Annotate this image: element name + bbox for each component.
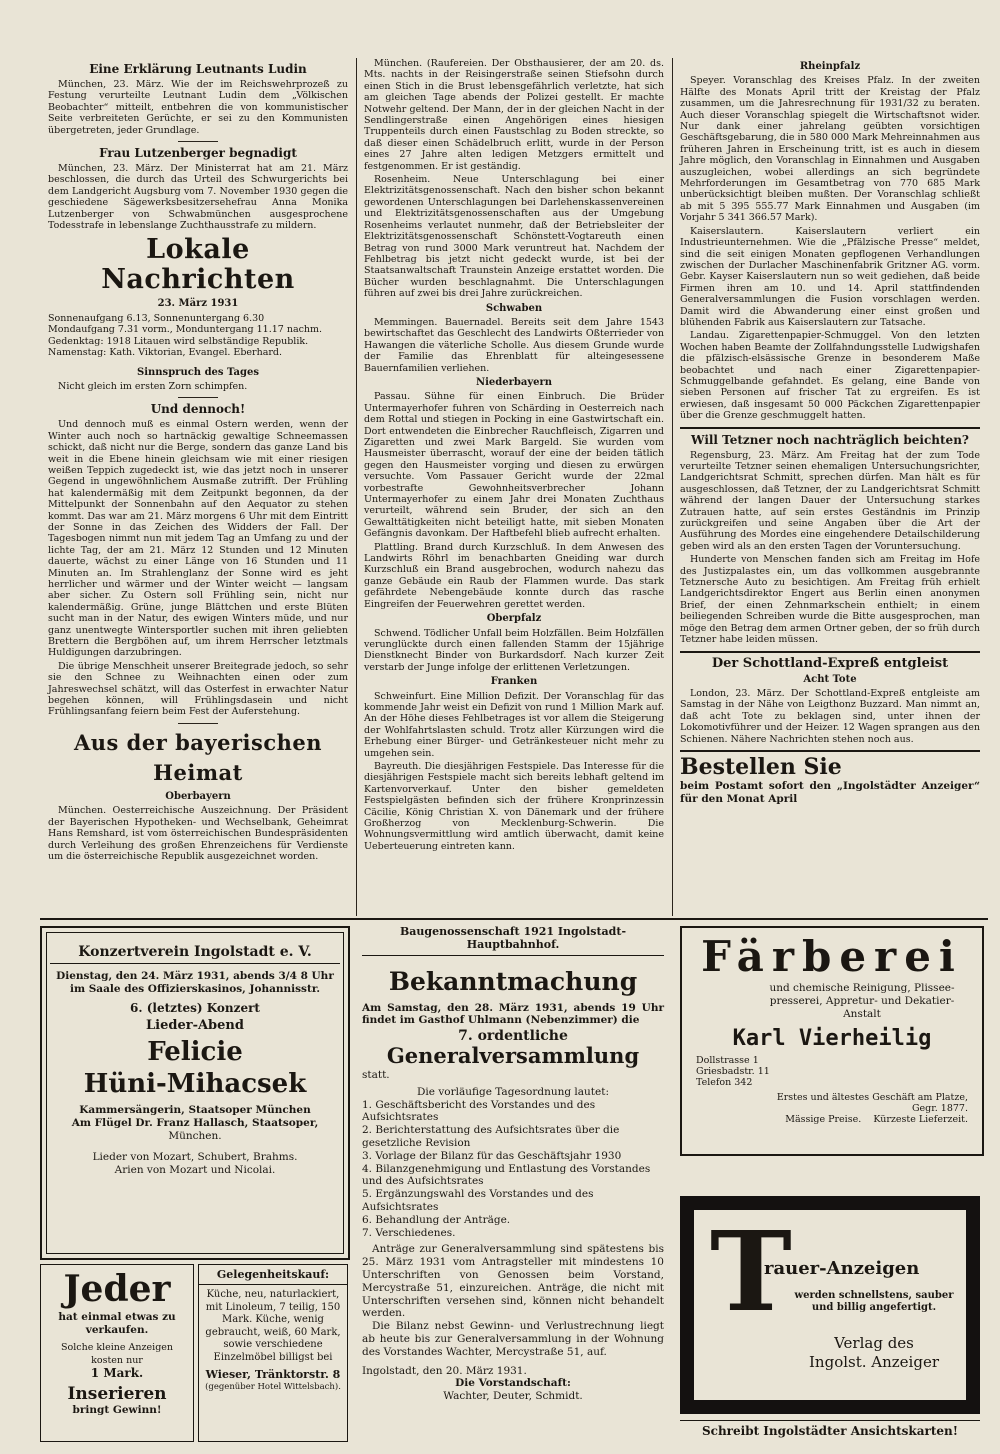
ad-line: verkaufen. — [85, 1324, 149, 1336]
article-title: Eine Erklärung Leutnants Ludin — [89, 62, 307, 76]
agenda-item: 2. Berichterstattung des Aufsichtsrates über die gesetzliche Revision — [362, 1124, 620, 1149]
divider — [178, 397, 218, 398]
article-text: Schweinfurt. Eine Million Defizit. Der Voranschlag für das kommende Jahr weist ein Defizit von rund 1 Million Mark auf. An der Höhe dieses Fehlbetrages ist vor allem die Steigerung der Wohlfahrtslasten schuld. Trotz aller Kürzungen wird die Erhebung einer Bürger- und Getränkesteuer nicht mehr zu umgehen sein. — [364, 690, 664, 759]
article-text: Landau. Zigarettenpapier-Schmuggel. Von den letzten Wochen haben Beamte der Zollfahndungsstelle Ludwigshafen die pfälzisch-elsässische Grenze in besonderem Maße beobachtet und nach einer Zigarettenpapier-Schmuggelbande gefahndet. Es gelang, eine Bande von sieben Personen auf frischer Tat zu ergreifen. Es ist erwiesen, daß insgesamt 50 000 Päckchen Zigarettenpapier über die Grenze geschmuggelt hatten. — [680, 330, 980, 422]
ad-piano: Am Flügel Dr. Franz Hallasch, Staatsoper, — [71, 1117, 319, 1129]
ad-title: Konzertverein Ingolstadt e. V. — [50, 946, 340, 964]
sinnspruch-title: Sinnspruch des Tages — [137, 366, 259, 378]
article-text: Rosenheim. Neue Unterschlagung bei einer Elektrizitätsgenossenschaft. Nach den bisher schon bekannt gewordenen Unterschlagungen bei Darlehenskassenvereinen und Elektrizitätsgenossenschaften aus der Umgebung Rosenheims verlautet nunmehr, daß der Betriebsleiter der Elektrizitätsgenossenschaft Schönstett-Vogtareuth einen Betrag von rund 3000 Mark veruntreut hat. Nachdem der Fehlbetrag bis jetzt nicht gedeckt wurde, ist bei der Staatsanwaltschaft Traunstein Anzeige erstattet worden. Die Bücher wurden beschlagnahmt. Die Unterschlagungen führen auf zwei bis drei Jahre zurückreichen. — [364, 174, 664, 300]
article-text: Die übrige Menschheit unserer Breitegrade jedoch, so sehr sie den Schnee zu Weihnachten einen oder zum Jahreswechsel schätzt, will das Osterfest in erwachter Natur begehen können, will Frühlingsdasein und nicht Frühlingsanfang feiern beim Fest der Auferstehung. — [48, 660, 348, 718]
article-title: Und dennoch! — [150, 402, 246, 417]
ad-program: Lieder von Mozart, Schubert, Brahms. — [92, 1151, 298, 1163]
article-title: Will Tetzner noch nachträglich beichten? — [691, 432, 969, 447]
ad-initial: T — [710, 1207, 792, 1336]
ad-liederabend: Lieder-Abend — [146, 1018, 244, 1033]
ad-title: Färberei — [701, 932, 963, 981]
divider — [680, 651, 980, 653]
section-title: Aus der bayerischen Heimat — [73, 729, 323, 785]
region-heading: Oberbayern — [165, 790, 231, 802]
ad-line: Solche kleine Anzeigen — [60, 1342, 174, 1353]
article-text: Kaiserslautern. Kaiserslautern verliert ein Industrieunternehmen. Wie die „Pfälzische Presse“ meldet, sind die seit einigen Monaten gepflogenen Verhandlungen zwischen der Durlacher Maschinenfabrik Gritzner AG. vorm. Gebr. Kayser Kaiserslautern nun so weit gediehen, daß beide Firmen ihren am 10. und 14. April stattfindenden Generalversammlungen die Fusion vorschlagen werden. Damit wird die Abwanderung einer einst großen und blühenden Fabrik aus Kaiserslautern zur Tatsache. — [680, 225, 980, 328]
article-text: München, 23. März. Der Ministerrat hat am 21. März beschlossen, die durch das Urteil des Schwurgerichts bei dem Landgericht Augsburg vom 7. November 1930 gegen die geschiedene Sägewerksbesitzersehefrau Anna Monika Lutzenberger von Schwabmünchen ausgesprochene Todesstrafe in lebenslange Zuchthausstrafe zu mildern. — [48, 163, 348, 232]
ad-title: Jeder — [63, 1268, 171, 1310]
column-left — [48, 58, 348, 864]
bestellen-text: beim Postamt sofort den „Ingolstädter Anzeiger“ für den Monat April — [680, 779, 980, 805]
agenda-list — [362, 1099, 664, 1240]
ad-konzertverein — [40, 926, 350, 1260]
ad-text: Anträge zur Generalversammlung sind spätestens bis 25. März 1931 vom Antragsteller mit mindestens 10 Unterschriften von Genossen beim Vorstand, Mercystraße 51, einzureichen. Anträge, die nicht mit Unterschriften versehen sind, können nicht behandelt werden. — [362, 1243, 664, 1320]
ad-line: werden schnellstens, sauber — [794, 1290, 954, 1301]
ad-line: und billig angefertigt. — [811, 1302, 937, 1313]
ad-line: Inserieren — [67, 1384, 167, 1404]
ad-header: Baugenossenschaft 1921 Ingolstadt-Hauptbahnhof. — [362, 926, 664, 956]
ad-title: Gelegenheitskauf: — [199, 1265, 347, 1285]
article-text: Und dennoch muß es einmal Ostern werden, wenn der Winter auch noch so hartnäckig gewaltige Schneemassen schickt, daß nicht nur die Berge, sondern das ganze Land bis weit in die Ebene hinein gleichsam wie mit einer riesigen weißen Teppich zugedeckt ist, wie das jetzt noch in unserer Gegend in ungewöhnlichem Ausmaße zutrifft. Der Frühling hat kalendermäßig mit dem Zeitpunkt begonnen, da der Mittelpunkt der Sonnenbahn auf den Aequator zu stehen kommt. Das war am 21. März morgens 6 Uhr mit dem Eintritt der Sonne in das Zeichen des Widders der Fall. Der Tagesbogen nimmt nun mit jedem Tag an Umfang zu und der lichte Tag, der am 21. März 12 Stunden und 12 Minuten dauerte, wächst zu einer Länge von 16 Stunden und 11 Minuten an. Im Strahlenglanz der Sonne wird es jeht herrlicher und wärmer und der Winter weicht — langsam aber sicher. Zu Ostern soll Frühling sein, nicht nur kalendermäßig. Grüne, junge Blättchen und erste Blüten sucht man in der Natur, des ewigen Winters müde, und nur ganz unentwegte Wintersportler suchen mit ihren geliebten Brettern die Bergböhen auf, um ihrem Herrscher letztmals Huldigungen darzubringen. — [48, 419, 348, 659]
almanac-line: Namenstag: Kath. Viktorian, Evangel. Eberhard. — [48, 347, 283, 359]
ad-generalversammlung: Generalversammlung — [386, 1042, 640, 1068]
ad-slogan-line: Erstes und ältestes Geschäft am Platze, — [776, 1092, 968, 1103]
article-text: München. (Raufereien. Der Obsthausierer, der am 20. ds. Mts. nachts in der Reisingerstraße seinen Stiefsohn durch einen Stich in die Brust lebensgefährlich verletzte, hat sich am gleichen Tage abends der Polizei gestellt. Er machte Notwehr geltend. Der Mann, der in der gleichen Nacht in der Sendlingerstraße einen Angehörigen eines hiesigen Truppenteils durch einen Faustschlag zu Boden streckte, so daß dieser einen Schädelbruch erlitt, wurde in der Person eines 27 Jahre alten ledigen Metzgers ermittelt und festgenommen. Er ist geständig. — [364, 58, 664, 172]
article-text: München, 23. März. Wie der im Reichswehrprozeß zu Festung verurteilte Leutnant Ludin dem „Völkischen Beobachter“ mitteilt, entbehren die von kommunistischer Seite verbreiteten Gerüchte, er sei zu den Kommunisten übergetreten, jeder Grundlage. — [48, 79, 348, 136]
ad-statt: statt. — [362, 1068, 390, 1081]
ad-slogan-line: Gegr. 1877. — [911, 1103, 968, 1114]
sinnspruch-text: Nicht gleich im ersten Zorn schimpfen. — [58, 380, 248, 392]
agenda-item: 3. Vorlage der Bilanz für das Geschäftsjahr 1930 — [362, 1149, 622, 1162]
ad-gelegenheitskauf — [198, 1264, 348, 1442]
almanac-line: Gedenktag: 1918 Litauen wird selbständige Republik. — [48, 335, 309, 347]
column-rule — [356, 58, 357, 916]
ad-line: Verlag des — [834, 1334, 914, 1352]
article-text: London, 23. März. Der Schottland-Expreß entgleiste am Samstag in der Nähe von Leigthonz Buzzard. Man nimmt an, daß acht Tote zu beklagen sind, unter ihnen der Lokomotivführer und der Heizer. 12 Wagen sprangen aus den Schienen. Nähere Nachrichten stehen noch aus. — [680, 687, 980, 745]
ad-line: kosten nur — [91, 1355, 143, 1366]
ad-bekanntmachung — [362, 926, 664, 1440]
article-text: München. Oesterreichische Auszeichnung. Der Präsident der Bayerischen Hypotheken- und Wechselbank, Geheimrat Hans Remshard, ist vom österreichischen Bundespräsidenten durch Verleihung des großen Ehrenzeichens für Verdienste um die österreichische Republik ausgezeichnet worden. — [48, 805, 348, 862]
agenda-item: 4. Bilanzgenehmigung und Entlastung des Vorstandes und des Aufsichtsrates — [362, 1162, 651, 1188]
article-text: Passau. Sühne für einen Einbruch. Die Brüder Untermayerhofer fuhren von Schärding in Oesterreich nach dem Rottal und stiegen in Pocking in eine Gastwirtschaft ein. Dort entwendeten die Einbrecher Rauchfleisch, Zigarren und Zigaretten und zwei Mark Bargeld. Sie wurden vom Hausmeister überrascht, worauf der eine der beiden tätlich gegen den Hausmeister vorging und diesen zu erwürgen versuchte. Vom Passauer Gericht wurde der 22mal vorbestrafte Gewohnheitsverbrecher Johann Untermayerhofer zu einem Jahr drei Monaten Zuchthaus verurteilt, während sein Bruder, der sich an den Gewalttätigkeiten nicht beteiligt hatte, mit sieben Monaten Gefängnis davonkam. Der Haftbefehl blieb aufrecht erhalten. — [364, 391, 664, 540]
divider — [680, 427, 980, 429]
bestellen-title: Bestellen Sie — [680, 753, 842, 780]
ad-slogan-line: Mässige Preise. — [785, 1114, 862, 1125]
column-right — [680, 58, 980, 806]
ad-line: bringt Gewinn! — [72, 1404, 162, 1416]
column-middle — [364, 58, 664, 854]
article-text: Regensburg, 23. März. Am Freitag hat der zum Tode verurteilte Tetzner seinen ehemaligen Untersuchungsrichter, Landgerichtsrat Schmitt, sprechen dürfen. Man hält es für ausgeschlossen, daß Tetzner, der zu Landgerichtsrat Schmitt während der langen Dauer der Untersuchung starkes Zutrauen hatte, auf sein erstes Geständnis im Prinzip zurückgreifen und seine Angaben über die Art der Ausführung des Mordes eine eingehendere Detailschilderung geben wird als an den ersten Tagen der Voruntersuchung. — [680, 449, 980, 552]
article-text: Memmingen. Bauernadel. Bereits seit dem Jahre 1543 bewirtschaftet das Geschlecht des Landwirts Oßterrieder von Hawangen die väterliche Scholle. Aus diesem Grunde wurde der Familie das Ehrenblatt für alteingesessene Bauernfamilien verliehen. — [364, 316, 664, 374]
ad-description: und chemische Reinigung, Plissee-presserei, Appretur- und Dekatier-Anstalt — [769, 982, 955, 1020]
region-heading: Schwaben — [485, 302, 543, 314]
agenda-item: 7. Verschiedenes. — [362, 1226, 456, 1239]
agenda-item: 5. Ergänzungswahl des Vorstandes und des Aufsichtsrates — [362, 1188, 594, 1213]
ad-signature-title: Die Vorstandschaft: — [455, 1377, 571, 1390]
column-rule — [672, 58, 673, 916]
ad-title: Bekanntmachung — [388, 966, 638, 996]
ad-address: (gegenüber Hotel Wittelsbach). — [205, 1382, 341, 1392]
article-text: Hunderte von Menschen fanden sich am Freitag im Hofe des Justizpalastes ein, um das vollkommen ausgebrannte Tetznersche Auto zu besichtigen. Am Freitag früh erhielt Landgerichtsdirektor Engert aus Berlin einen anonymen Brief, der einen Zehnmarkschein enthielt; in einem beiliegenden Schreiben wurde die Bitte ausgesprochen, man möge den Betrag dem armen Ortner geben, der so früh durch Tetzner habe leiden müssen. — [680, 554, 980, 646]
section-date: 23. März 1931 — [157, 298, 239, 310]
agenda-item: 6. Behandlung der Anträge. — [362, 1213, 511, 1226]
article-text: Plattling. Brand durch Kurzschluß. In dem Anwesen des Landwirts Röhrl im benachbarten Gneiding war durch Kurzschluß ein Brand ausgebrochen, wodurch nahezu das ganze Gebäude ein Raub der Flammen wurde. Das stark gefährdete Nebengebäude konnte durch das rasche Eingreifen der Feuerwehren gerettet werden. — [364, 541, 664, 610]
region-heading: Niederbayern — [475, 376, 553, 388]
article-title: Frau Lutzenberger begnadigt — [99, 146, 297, 161]
ad-text: Die Bilanz nebst Gewinn- und Verlustrechnung liegt ab heute bis zur Generalversammlung in der Wohnung des Vorstandes Wachter, Mercystraße 51, auf. — [362, 1320, 664, 1358]
article-text: Bayreuth. Die diesjährigen Festspiele. Das Interesse für die diesjährigen Festspiele macht sich bereits lebhaft geltend im Kartenvorverkauf. Unter den bisher gemeldeten Festspielgästen befinden sich der frühere Kronprinzessin Cäcilie, König Christian X. von Dänemark und der frühere Großherzog von Mecklenburg-Schwerin. Die Wohnungsvermittlung wird amtlich überwacht, damit keine Ueberteuerung eintreten kann. — [364, 760, 664, 852]
ad-text — [784, 1290, 964, 1314]
ad-name: Wieser, Tränktorstr. 8 — [205, 1368, 341, 1381]
ad-role: Kammersängerin, Staatsoper München — [79, 1104, 311, 1116]
ad-company-name: Karl Vierheilig — [732, 1026, 932, 1051]
ad-where: im Saale des Offizierskasinos, Johannisstr. — [69, 983, 321, 995]
ad-address — [682, 1055, 982, 1088]
ad-jeder — [40, 1264, 194, 1442]
agenda-item: 1. Geschäftsbericht des Vorstandes und des Aufsichtsrates — [362, 1098, 596, 1124]
section-rule — [40, 918, 988, 920]
divider — [680, 750, 980, 752]
almanac-line: Mondaufgang 7.31 vorm., Monduntergang 11.17 nachm. — [48, 324, 323, 336]
ad-address-line: Dollstrasse 1 — [696, 1055, 759, 1066]
article-title: Der Schottland-Expreß entgleist — [711, 655, 949, 671]
ad-address-line: Griesbadstr. 11 — [696, 1066, 770, 1077]
ad-trauer — [680, 1196, 980, 1414]
ad-publisher — [784, 1334, 964, 1372]
ad-ordinal: 7. ordentliche — [458, 1028, 568, 1045]
divider — [178, 723, 218, 724]
region-heading: Oberpfalz — [486, 613, 542, 625]
ad-program: Arien von Mozart und Nicolai. — [114, 1164, 276, 1176]
region-heading: Franken — [490, 676, 538, 688]
ad-address-line: Telefon 342 — [696, 1077, 753, 1088]
ad-artist-first: Felicie — [147, 1037, 243, 1067]
ad-text: Küche, neu, naturlackiert, mit Linoleum, 7 teilig, 150 Mark. Küche, wenig gebraucht, weiß, 60 Mark, sowie verschiedene Einzelmöbel billigst bei — [205, 1289, 341, 1363]
ad-signature-names: Wachter, Deuter, Schmidt. — [443, 1390, 583, 1403]
ad-date: Ingolstadt, den 20. März 1931. — [362, 1364, 527, 1377]
ad-intro: Am Samstag, den 28. März 1931, abends 19 Uhr findet im Gasthof Uhlmann (Nebenzimmer) die — [362, 1001, 664, 1027]
ad-agenda-title: Die vorläufige Tagesordnung lautet: — [416, 1085, 609, 1098]
ad-artist-last: Hüni-Mihacsek — [83, 1069, 307, 1099]
article-subtitle: Acht Tote — [803, 673, 857, 685]
ad-slogan-line: Kürzeste Lieferzeit. — [873, 1114, 968, 1125]
ad-concert: 6. (letztes) Konzert — [130, 1001, 260, 1015]
ad-title: rauer-Anzeigen — [764, 1258, 920, 1279]
article-text: Schwend. Tödlicher Unfall beim Holzfällen. Beim Holzfällen verunglückte durch einen fallenden Stamm der 15jährige Dienstknecht Binder von Burkardsdorf. Nach kurzer Zeit verstarb der Junge infolge der erlittenen Verletzungen. — [364, 627, 664, 673]
ad-faerberei — [680, 926, 984, 1156]
ad-city: München. — [168, 1130, 222, 1142]
divider — [178, 141, 218, 142]
ad-line: Ingolst. Anzeiger — [809, 1353, 939, 1371]
ad-when: Dienstag, den 24. März 1931, abends 3/4 8 Uhr — [56, 970, 334, 982]
ad-price: 1 Mark. — [90, 1366, 144, 1380]
section-title: Lokale Nachrichten — [101, 234, 295, 296]
footer-slogan: Schreibt Ingolstädter Ansichtskarten! — [680, 1420, 980, 1438]
ad-line: hat einmal etwas zu — [58, 1311, 176, 1323]
almanac-line: Sonnenaufgang 6.13, Sonnenuntergang 6.30 — [48, 312, 265, 324]
article-text: Speyer. Voranschlag des Kreises Pfalz. In der zweiten Hälfte des Monats April tritt der Kreistag der Pfalz zusammen, um die Jahresrechnung für 1931/32 zu beraten. Auch dieser Voranschlag spiegelt die Wirtschaftsnot wider. Nur dank einer jahrelang geübten vorsichtigen Geschäftsgebarung, die in 580 000 Mark Mehreinnahmen aus früheren Jahren in Erscheinung tritt, ist es auch in diesem Jahre möglich, den Voranschlag in Einnahmen und Ausgaben auszugleichen, wobei allerdings an sich begründete Mehrforderungen im Gesamtbetrag von 770 685 Mark unberücksichtigt bleiben mußten. Der Voranschlag schließt ab mit 5 395 555.77 Mark Einnahmen und Ausgaben (im Vorjahr 5 341 366.57 Mark). — [680, 75, 980, 224]
ad-slogan — [682, 1092, 982, 1125]
region-heading: Rheinpfalz — [799, 61, 861, 72]
almanac — [48, 313, 348, 359]
